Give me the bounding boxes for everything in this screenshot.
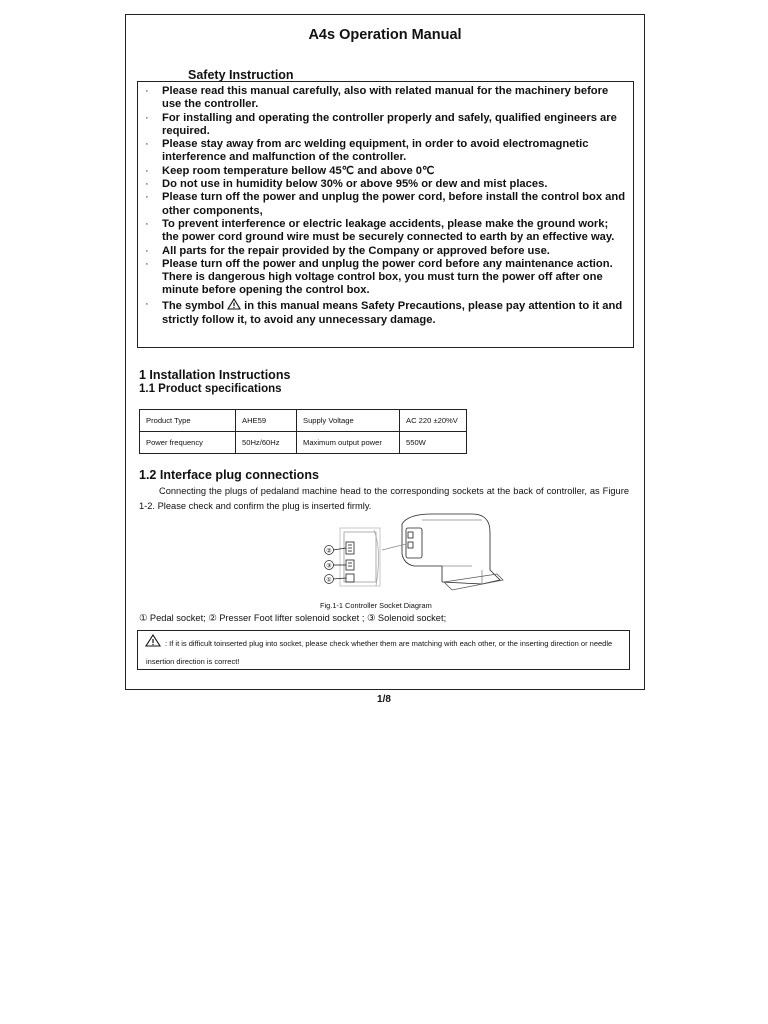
safety-item — [145, 165, 628, 178]
interface-paragraph: Connecting the plugs of pedaland machine head to the corresponding sockets at the back of controller, as Figure 1-2. Please check and confirm the plug is inserted firmly. — [139, 486, 629, 511]
safety-list — [145, 85, 628, 327]
symbol-text-after: in this manual means Safety Precautions, please pay attention to it and strictly follow it, to avoid any unnecessary damage. — [162, 299, 623, 327]
note-text: : If it is difficult toinserted plug into socket, please check whether them are matching with each other, or the inserting direction or needle insertion direction is correct! — [146, 639, 613, 666]
table-cell: AHE59 — [236, 410, 297, 432]
figure-label: ② — [326, 548, 332, 555]
bullet: · — [145, 138, 149, 151]
socket-legend: ① Pedal socket; ② Presser Foot lifter solenoid socket ; ③ Solenoid socket; — [139, 613, 447, 623]
safety-item-text: To prevent interference or electric leakage accidents, please make the ground work; the power cord ground wire must be securely connected to earth by an effective way. — [162, 217, 615, 244]
safety-item — [145, 258, 628, 298]
table-cell: AC 220 ±20%V — [400, 410, 467, 432]
spec-heading: 1.1 Product specifications — [139, 383, 282, 395]
symbol-text-before: The symbol — [162, 299, 225, 312]
safety-item-text: Keep room temperature bellow 45℃ and above 0℃ — [162, 164, 435, 177]
table-row — [140, 432, 467, 454]
safety-item — [145, 245, 628, 258]
safety-item-text: All parts for the repair provided by the Company or approved before use. — [162, 244, 550, 257]
table-cell: Power frequency — [140, 432, 236, 454]
safety-item — [145, 85, 628, 112]
safety-item-symbol — [145, 298, 628, 328]
warning-triangle-icon — [227, 298, 241, 314]
safety-item — [145, 191, 628, 218]
figure-label: ③ — [326, 563, 332, 570]
bullet: · — [145, 257, 149, 270]
bullet: · — [145, 178, 149, 191]
figure-caption: Fig.1-1 Controller Socket Diagram — [320, 601, 432, 610]
safety-item — [145, 112, 628, 139]
safety-item-text: Do not use in humidity below 30% or above 95% or dew and mist places. — [162, 178, 548, 191]
safety-item-text: Please read this manual carefully, also with related manual for the machinery before use the controller. — [162, 85, 609, 111]
page-number: 1/8 — [377, 694, 391, 705]
table-cell: 550W — [400, 432, 467, 454]
safety-item — [145, 138, 628, 165]
bullet: · — [145, 244, 149, 257]
interface-heading: 1.2 Interface plug connections — [139, 468, 319, 482]
safety-heading: Safety Instruction — [188, 68, 294, 82]
safety-item — [145, 218, 628, 245]
safety-item-text: Please turn off the power and unplug the power cord before any maintenance action. There is dangerous high voltage control box, you must turn the power off after one minute before opening the control box. — [162, 257, 613, 297]
table-row — [140, 410, 467, 432]
table-cell: Supply Voltage — [297, 410, 400, 432]
safety-item — [145, 178, 628, 191]
safety-item-text: For installing and operating the controller properly and safely, qualified engineers are required. — [162, 111, 617, 137]
figure-label: ① — [326, 577, 332, 584]
bullet: · — [145, 297, 149, 310]
note-box — [137, 630, 630, 670]
installation-heading: 1 Installation Instructions — [139, 368, 291, 382]
controller-socket-diagram — [322, 510, 504, 594]
bullet: · — [145, 111, 149, 124]
table-cell: Product Type — [140, 410, 236, 432]
safety-item-text: Please stay away from arc welding equipment, in order to avoid electromagnetic interference and malfunction of the controller. — [162, 138, 589, 164]
bullet: · — [145, 85, 149, 97]
bullet: · — [145, 164, 149, 177]
document-title: A4s Operation Manual — [308, 27, 462, 43]
spec-table — [139, 409, 467, 454]
bullet: · — [145, 217, 149, 230]
table-cell: 50Hz/60Hz — [236, 432, 297, 454]
table-cell: Maximum output power — [297, 432, 400, 454]
bullet: · — [145, 191, 149, 204]
safety-item-text: Please turn off the power and unplug the power cord, before install the control box and other components, — [162, 191, 626, 217]
